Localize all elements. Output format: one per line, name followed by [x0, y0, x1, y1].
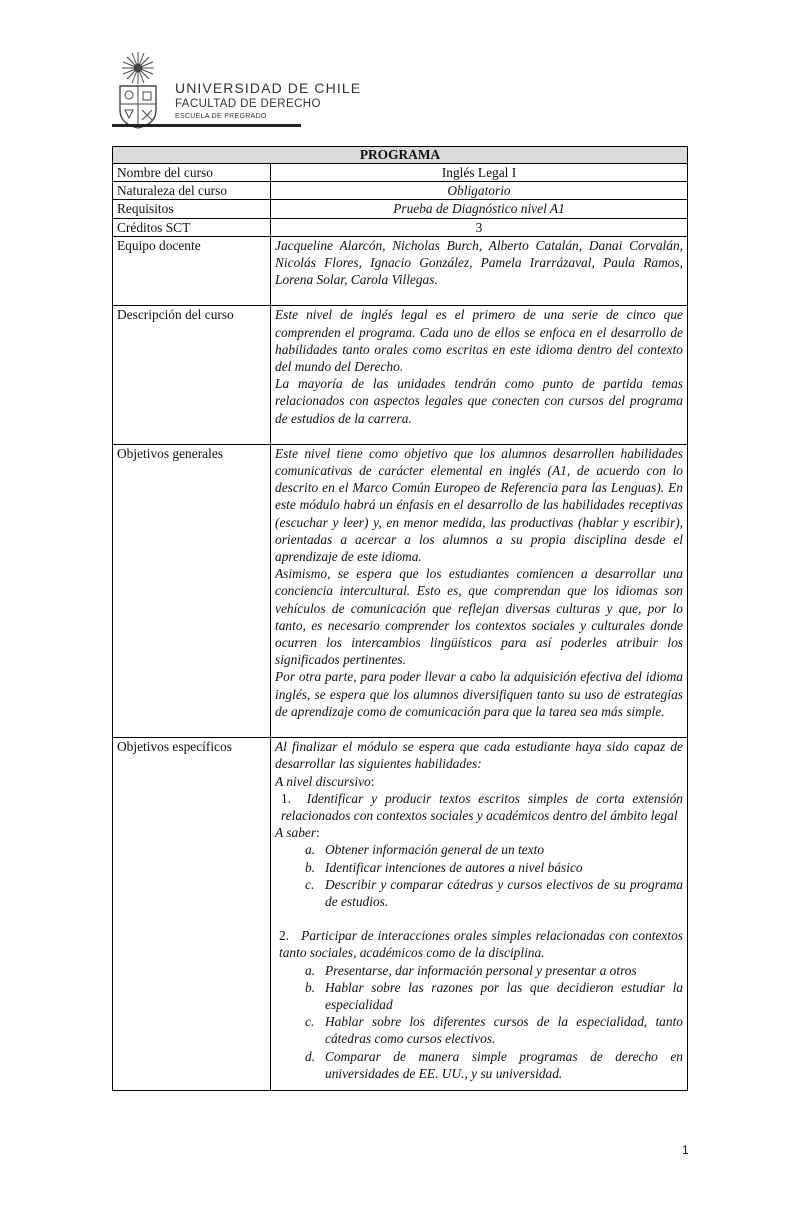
school-name: ESCUELA DE PREGRADO: [175, 113, 267, 120]
row-team: [113, 236, 688, 306]
university-seal-icon: [112, 48, 168, 130]
general-objectives-paragraph: Este nivel tiene como objetivo que los alumnos desarrollen habilidades comunicativas de carácter elemental en inglés (A1, de acuerdo con lo descrito en el Marco Común Europeo de Referencia para las Lenguas). En este módulo habrá un énfasis en el desarrollo de las habilidades receptivas (escuchar y leer) y, en menor medida, las productivas (hablar y escribir), orientadas a acercar a los alumnos a su propia disciplina desde el aprendizaje de este idioma.: [275, 445, 683, 565]
institution-header: [112, 48, 362, 130]
specific-objectives-intro: Al finalizar el módulo se espera que cada estudiante haya sido capaz de desarrollar las siguientes habilidades:: [275, 739, 683, 772]
general-objectives-label: Objetivos generales: [113, 444, 271, 737]
objective-item-2: [275, 927, 683, 961]
row-specific-objectives: [113, 738, 688, 1091]
institution-text: [175, 80, 361, 122]
course-name-value: Inglés Legal I: [271, 164, 688, 182]
objective-item-2-number: 2.: [279, 928, 290, 944]
row-description: [113, 306, 688, 444]
list-item: [305, 859, 683, 876]
list-marker: a.: [305, 962, 316, 978]
bottom-spacer: [275, 1082, 683, 1090]
objective-item-2-text: Participar de interacciones orales simples relacionadas con contextos tanto sociales, académicos como de la disciplina.: [279, 928, 683, 961]
description-spacer: [275, 427, 683, 444]
description-label: Descripción del curso: [113, 306, 271, 444]
credits-label: Créditos SCT: [113, 218, 271, 236]
objective-2-sublist: [275, 962, 683, 1082]
saber-heading: [275, 824, 683, 841]
faculty-name: FACULTAD DE DERECHO: [175, 98, 321, 110]
list-item: [305, 1013, 683, 1047]
team-cell: [271, 236, 688, 306]
course-name-label: Nombre del curso: [113, 164, 271, 182]
team-label: Equipo docente: [113, 236, 271, 306]
row-general-objectives: [113, 444, 688, 737]
list-item-text: Presentarse, dar información personal y presentar a otros: [325, 962, 637, 978]
general-objectives-cell: [271, 444, 688, 737]
specific-objectives-cell: [271, 738, 688, 1091]
objective-item-1-text: Identificar y producir textos escritos simples de corta extensión relacionados con contextos sociales y académicos dentro del ámbito legal: [281, 790, 683, 823]
description-cell: [271, 306, 688, 444]
requirements-label: Requisitos: [113, 200, 271, 218]
saber-label: A saber: [275, 825, 317, 841]
list-marker: b.: [305, 859, 316, 875]
team-spacer: [275, 288, 683, 305]
general-objectives-paragraph: Por otra parte, para poder llevar a cabo la adquisición efectiva del idioma inglés, se espera que los alumnos diversifiquen tanto su uso de estrategias de aprendizaje como de comunicación para que la tarea sea más simple.: [275, 669, 683, 719]
specific-objectives-spacer: [275, 910, 683, 927]
list-marker: a.: [305, 842, 316, 858]
list-item-text: Obtener información general de un texto: [325, 842, 545, 858]
list-marker: d.: [305, 1048, 316, 1064]
row-requirements: [113, 200, 688, 218]
table-title: PROGRAMA: [113, 147, 688, 164]
credits-value: 3: [271, 218, 688, 236]
page-number: 1: [682, 1143, 689, 1157]
objective-item-1: [275, 790, 683, 824]
discursive-level-label: A nivel discursivo: [275, 773, 371, 789]
header-rule: [112, 124, 301, 127]
list-item: [305, 962, 683, 979]
list-item-text: Identificar intenciones de autores a nivel básico: [325, 859, 583, 875]
list-item: [305, 876, 683, 910]
list-item-text: Hablar sobre los diferentes cursos de la especialidad, tanto cátedras como cursos electivos.: [325, 1014, 683, 1047]
specific-objectives-label: Objetivos específicos: [113, 738, 271, 1091]
row-course-name: [113, 164, 688, 182]
general-objectives-spacer: [275, 720, 683, 737]
row-credits: [113, 218, 688, 236]
list-item-text: Comparar de manera simple programas de derecho en universidades de EE. UU., y su universidad.: [325, 1048, 683, 1081]
list-marker: c.: [305, 876, 315, 892]
general-objectives-paragraph: Asimismo, se espera que los estudiantes comiencen a desarrollar una conciencia intercultural. Esto es, que comprendan que los idiomas son vehículos de comunicación que reflejan diversas culturas y que, por lo tanto, es necesario comprender los contextos sociales y culturales donde ocurren los intercambios lingüísticos para así poderles atribuir los significados pertinentes.: [275, 566, 683, 668]
list-marker: c.: [305, 1014, 315, 1030]
objective-item-1-number: 1.: [281, 790, 292, 806]
list-item-text: Hablar sobre las razones por las que decidieron estudiar la especialidad: [325, 979, 683, 1012]
list-marker: b.: [305, 979, 316, 995]
row-nature: [113, 182, 688, 200]
description-paragraph: La mayoría de las unidades tendrán como punto de partida temas relacionados con aspectos legales que conecten con cursos del programa de estudios de la carrera.: [275, 376, 683, 426]
description-paragraph: Este nivel de inglés legal es el primero de una serie de cinco que comprenden el programa. Cada uno de ellos se enfoca en el desarrollo de habilidades tanto orales como escritas en este idioma dentro del contexto del mundo del Derecho.: [275, 307, 683, 375]
discursive-level-colon: :: [370, 773, 375, 789]
team-value: Jacqueline Alarcón, Nicholas Burch, Alberto Catalán, Danai Corvalán, Nicolás Flores, Ignacio González, Pamela Irarrázaval, Paula Ramos, Lorena Solar, Carola Villegas.: [275, 237, 683, 288]
nature-label: Naturaleza del curso: [113, 182, 271, 200]
discursive-level-heading: [275, 773, 683, 790]
objective-1-sublist: [275, 841, 683, 910]
list-item: [305, 1048, 683, 1082]
table-title-row: [113, 147, 688, 164]
saber-colon: :: [316, 825, 320, 841]
nature-value: Obligatorio: [271, 182, 688, 200]
list-item: [305, 979, 683, 1013]
university-name: UNIVERSIDAD DE CHILE: [175, 80, 362, 96]
program-table: [112, 146, 688, 1091]
list-item-text: Describir y comparar cátedras y cursos electivos de su programa de estudios.: [325, 876, 683, 909]
list-item: [305, 841, 683, 858]
requirements-value: Prueba de Diagnóstico nivel A1: [271, 200, 688, 218]
